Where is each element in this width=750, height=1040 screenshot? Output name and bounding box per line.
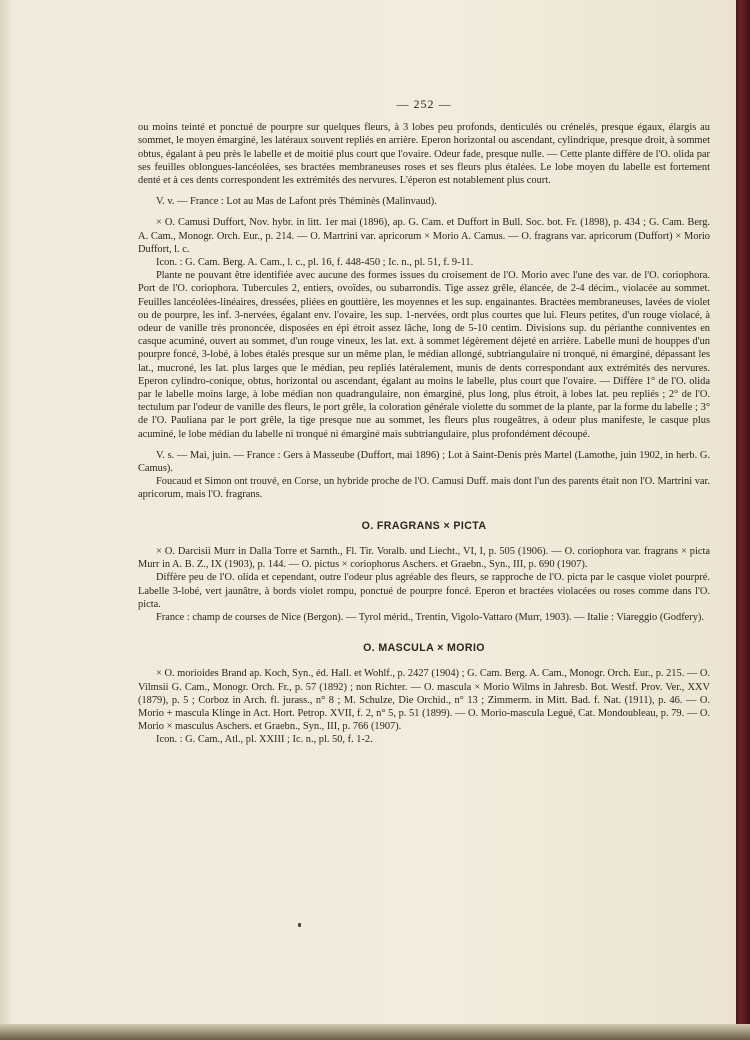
paragraph: V. v. — France : Lot au Mas de Lafont près Théminès (Malinvaud).	[156, 196, 437, 208]
paragraph: V. s. — Mai, juin. — France : Gers à Masseube (Duffort, mai 1896) ; Lot à Saint-Denis près Martel (Lamothe, juin 1902, in herb. G. Camus).	[138, 449, 710, 475]
paragraph: ou moins teinté et ponctué de pourpre sur quelques fleurs, à 3 lobes peu profonds, denticulés ou crénelés, presque égaux, élargis au sommet, le moyen émarginé, les latéraux souvent repliés en arrière. Eperon horizontal ou ascendant, cylindrique, presque droit, à sommet obtus, égalant à peu près le labelle et de moitié plus court que l'ovaire. Odeur fade, presque nulle. — Cette plante diffère de l'O. olida par ses feuilles oblongues-lancéolées, ses bractées membraneuses roses et ses fleurs plus étalées. Le lobe moyen du labelle est fortement denté et à ces dents correspondent les extrémités des nervures. L'éperon est notablement plus court.	[138, 122, 710, 187]
paragraph: Diffère peu de l'O. olida et cependant, outre l'odeur plus agréable des fleurs, se rapproche de l'O. picta par le casque violet pourpré. Labelle 3-lobé, vert jaunâtre, à bords violet rompu, ponctué de pourpre foncé. Eperon et bractées violacées ou roses comme dans l'O. picta.	[138, 572, 710, 610]
paragraph: × O. Darcisii Murr in Dalla Torre et Sarnth., Fl. Tir. Voralb. und Liecht., VI, I, p. 505 (1906). — O. coriophora var. fragrans × picta Murr in A. B. Z., IX (1903), p. 144. — O. pictus × coriophorus Aschers. et Graebn., Syn., III, p. 690 (1907).	[138, 545, 710, 571]
page-bottom-edge	[0, 1024, 750, 1040]
section-heading: O. FRAGRANS × PICTA	[361, 519, 487, 532]
book-spine	[736, 0, 750, 1040]
paragraph: Icon. : G. Cam. Berg. A. Cam., l. c., pl. 16, f. 448-450 ; Ic. n., pl. 51, f. 9-11.	[156, 257, 474, 269]
page-number: — 252 —	[396, 97, 452, 111]
paragraph: France : champ de courses de Nice (Bergon). — Tyrol mérid., Trentin, Vigolo-Vattaro (Murr, 1903). — Italie : Viareggio (Godfery).	[156, 611, 704, 623]
paragraph: Foucaud et Simon ont trouvé, en Corse, un hybride proche de l'O. Camusi Duff. mais dont l'un des parents était non l'O. Martrini var. apricorum, mais l'O. fragrans.	[138, 476, 710, 501]
page-body	[138, 98, 710, 747]
ink-mark	[298, 923, 301, 927]
paragraph: Icon. : G. Cam., Atl., pl. XXIII ; Ic. n., pl. 50, f. 1-2.	[156, 734, 373, 746]
paragraph: Plante ne pouvant être identifiée avec aucune des formes issues du croisement de l'O. Morio avec l'une des var. de l'O. coriophora. Port de l'O. coriophora. Tubercules 2, entiers, ovoïdes, ou subarrondis. Tige assez grêle, élancée, de 2-4 décim., violacée au sommet. Feuilles lancéolées-linéaires, dressées, pliées en gouttière, les moyennes et les sup. engainantes. Bractées membraneuses, lavées de violet ou de pourpre, les inf. 3-nervées, égalant env. l'ovaire, les sup. 1-nervées, ordt plus courtes que lui. Fleurs petites, d'un rouge violacé, à odeur de vanille très prononcée, disposées en épi étroit assez lâche, long de 5-10 centim. Divisions sup. du périanthe conniventes en casque acuminé, ouvert au sommet, d'un rouge vineux, les lat. ext. à sommet légèrement déjeté en arrière. Labelle muni de houppes d'un pourpre foncé, 3-lobé, à lobes étalés presque sur un même plan, le médian allongé, subtriangulaire ni tronqué, ni émarginé, dépassant les lat., mucroné, les lat. plus larges que le médian, peu repliés latéralement, munis de dents correspondant aux extrémités des nervures. Eperon cylindro-conique, obtus, horizontal ou ascendant, égalant au moins le labelle, plus court que l'ovaire. — Diffère 1° de l'O. olida par le labelle moins large, à lobe médian non quadrangulaire, non émarginé, plus long, plus étroit, à lobes lat. peu repliés ; 2° de l'O. tectulum par l'odeur de vanille des fleurs, le port grêle, la coloration générale violette du sommet de la plante, par la forme du labelle ; 3° de l'O. Pauliana par le port grêle, la tige presque nue au sommet, les fleurs plus rougeâtres, à odeur plus manifeste, le casque plus acuminé, le lobe médian du labelle ni tronqué ni émarginé mais subtriangulaire, plus profondément découpé.	[138, 270, 710, 440]
paragraph: × O. morioides Brand ap. Koch, Syn., éd. Hall. et Wohlf., p. 2427 (1904) ; G. Cam. Berg. A. Cam., Monogr. Orch. Eur., p. 215. — O. Vilmsii G. Cam., Monogr. Orch. Fr., p. 57 (1892) ; non Richter. — O. mascula × Morio Wilms in Jahresb. Bot. Westf. Prov. Ver., XXV (1879), p. 5 ; Corboz in Arch. fl. jurass., n° 8 ; M. Schulze, Die Orchid., n° 13 ; Zimmerm. in Mitt. Bad. f. Nat. (1911), p. 46. — O. Morio + mascula Klinge in Act. Hort. Petrop. XVII, f. 2, n° 5, p. 51 (1899). — O. Morio-mascula Legué, Cat. Mondoubleau, p. 79. — O. Morio × masculus Aschers. et Graebn., Syn., III, p. 766 (1907).	[138, 668, 710, 733]
paragraph: × O. Camusi Duffort, Nov. hybr. in litt. 1er mai (1896), ap. G. Cam. et Duffort in Bull. Soc. bot. Fr. (1898), p. 434 ; G. Cam. Berg. A. Cam., Monogr. Orch. Eur., p. 214. — O. Martrini var. apricorum × Morio A. Camus. — O. fragrans var. apricorum (Duffort) × Morio Duffort, l. c.	[138, 217, 710, 255]
section-heading: O. MASCULA × MORIO	[363, 642, 485, 655]
